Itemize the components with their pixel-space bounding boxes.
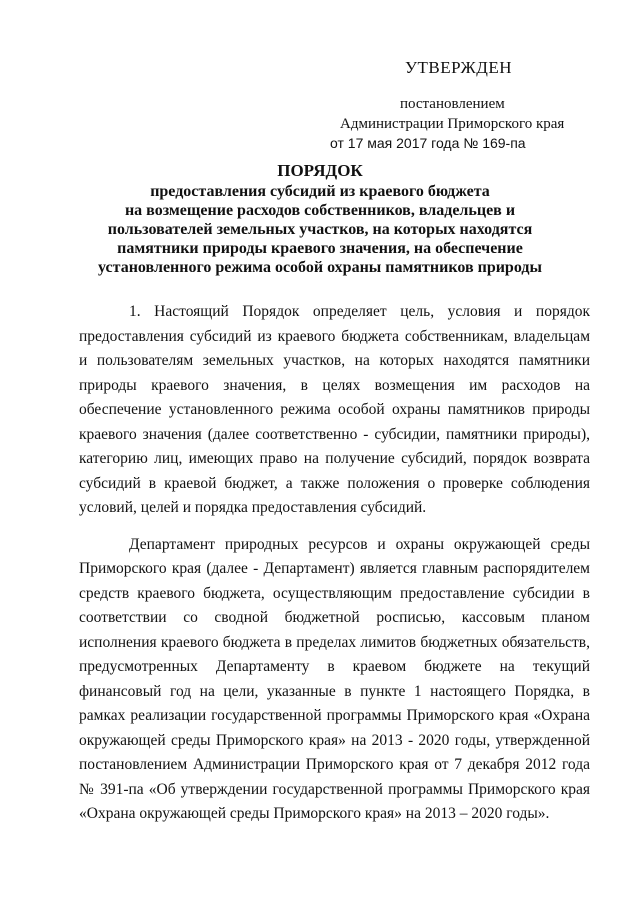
approval-line-resolution: постановлением [400, 96, 505, 112]
document-title-line: на возмещение расходов собственников, владельцев и [124, 202, 516, 219]
approval-line-administration: Администрации Приморского края [340, 116, 565, 132]
body-paragraph-2: Департамент природных ресурсов и охраны окружающей среды Приморского края (далее - Департамент) является главным распорядителем средств краевого бюджета, осуществляющим предоставление субсидии в соответствии со сводной бюджетной росписью, кассовым планом исполнения краевого бюджета в пределах лимитов бюджетных обязательств, предусмотренных Департаменту в краевом бюджете на текущий финансовый год на цели, указанные в пункте 1 настоящего Порядка, в рамках реализации государственной программы Приморского края «Охрана окружающей среды Приморского края» на 2013 - 2020 годы, утвержденной постановлением Администрации Приморского края от 7 декабря 2012 года № 391-па «Об утверждении государственной программы Приморского края «Охрана окружающей среды Приморского края» на 2013 – 2020 годы». [79, 535, 590, 822]
document-title-line: предоставления субсидий из краевого бюджета [150, 183, 490, 200]
body-paragraph-1: 1. Настоящий Порядок определяет цель, условия и порядок предоставления субсидий из краевого бюджета собственникам, владельцам и пользователям земельных участков, на которых находятся памятники природы краевого значения, в целях возмещения им расходов на обеспечение установленного режима особой охраны памятников природы краевого значения (далее соответственно - субсидии, памятники природы), категорию лиц, имеющих право на получение субсидий, порядок возврата субсидий в краевой бюджет, а также положения о проверке соблюдения условий, целей и порядка предоставления субсидий. [79, 303, 590, 516]
document-title-main: ПОРЯДОК [277, 161, 363, 180]
document-title-line: пользователей земельных участков, на которых находятся [107, 221, 533, 238]
document-title [0, 161, 640, 277]
document-title-line: памятники природы краевого значения, на обеспечение [117, 240, 523, 257]
approval-line-date: от 17 мая 2017 года № 169-па [330, 135, 526, 151]
document-title-line: установленного режима особой охраны памятников природы [98, 259, 542, 276]
approval-title: УТВЕРЖДЕН [405, 58, 512, 77]
document-body [79, 300, 590, 827]
